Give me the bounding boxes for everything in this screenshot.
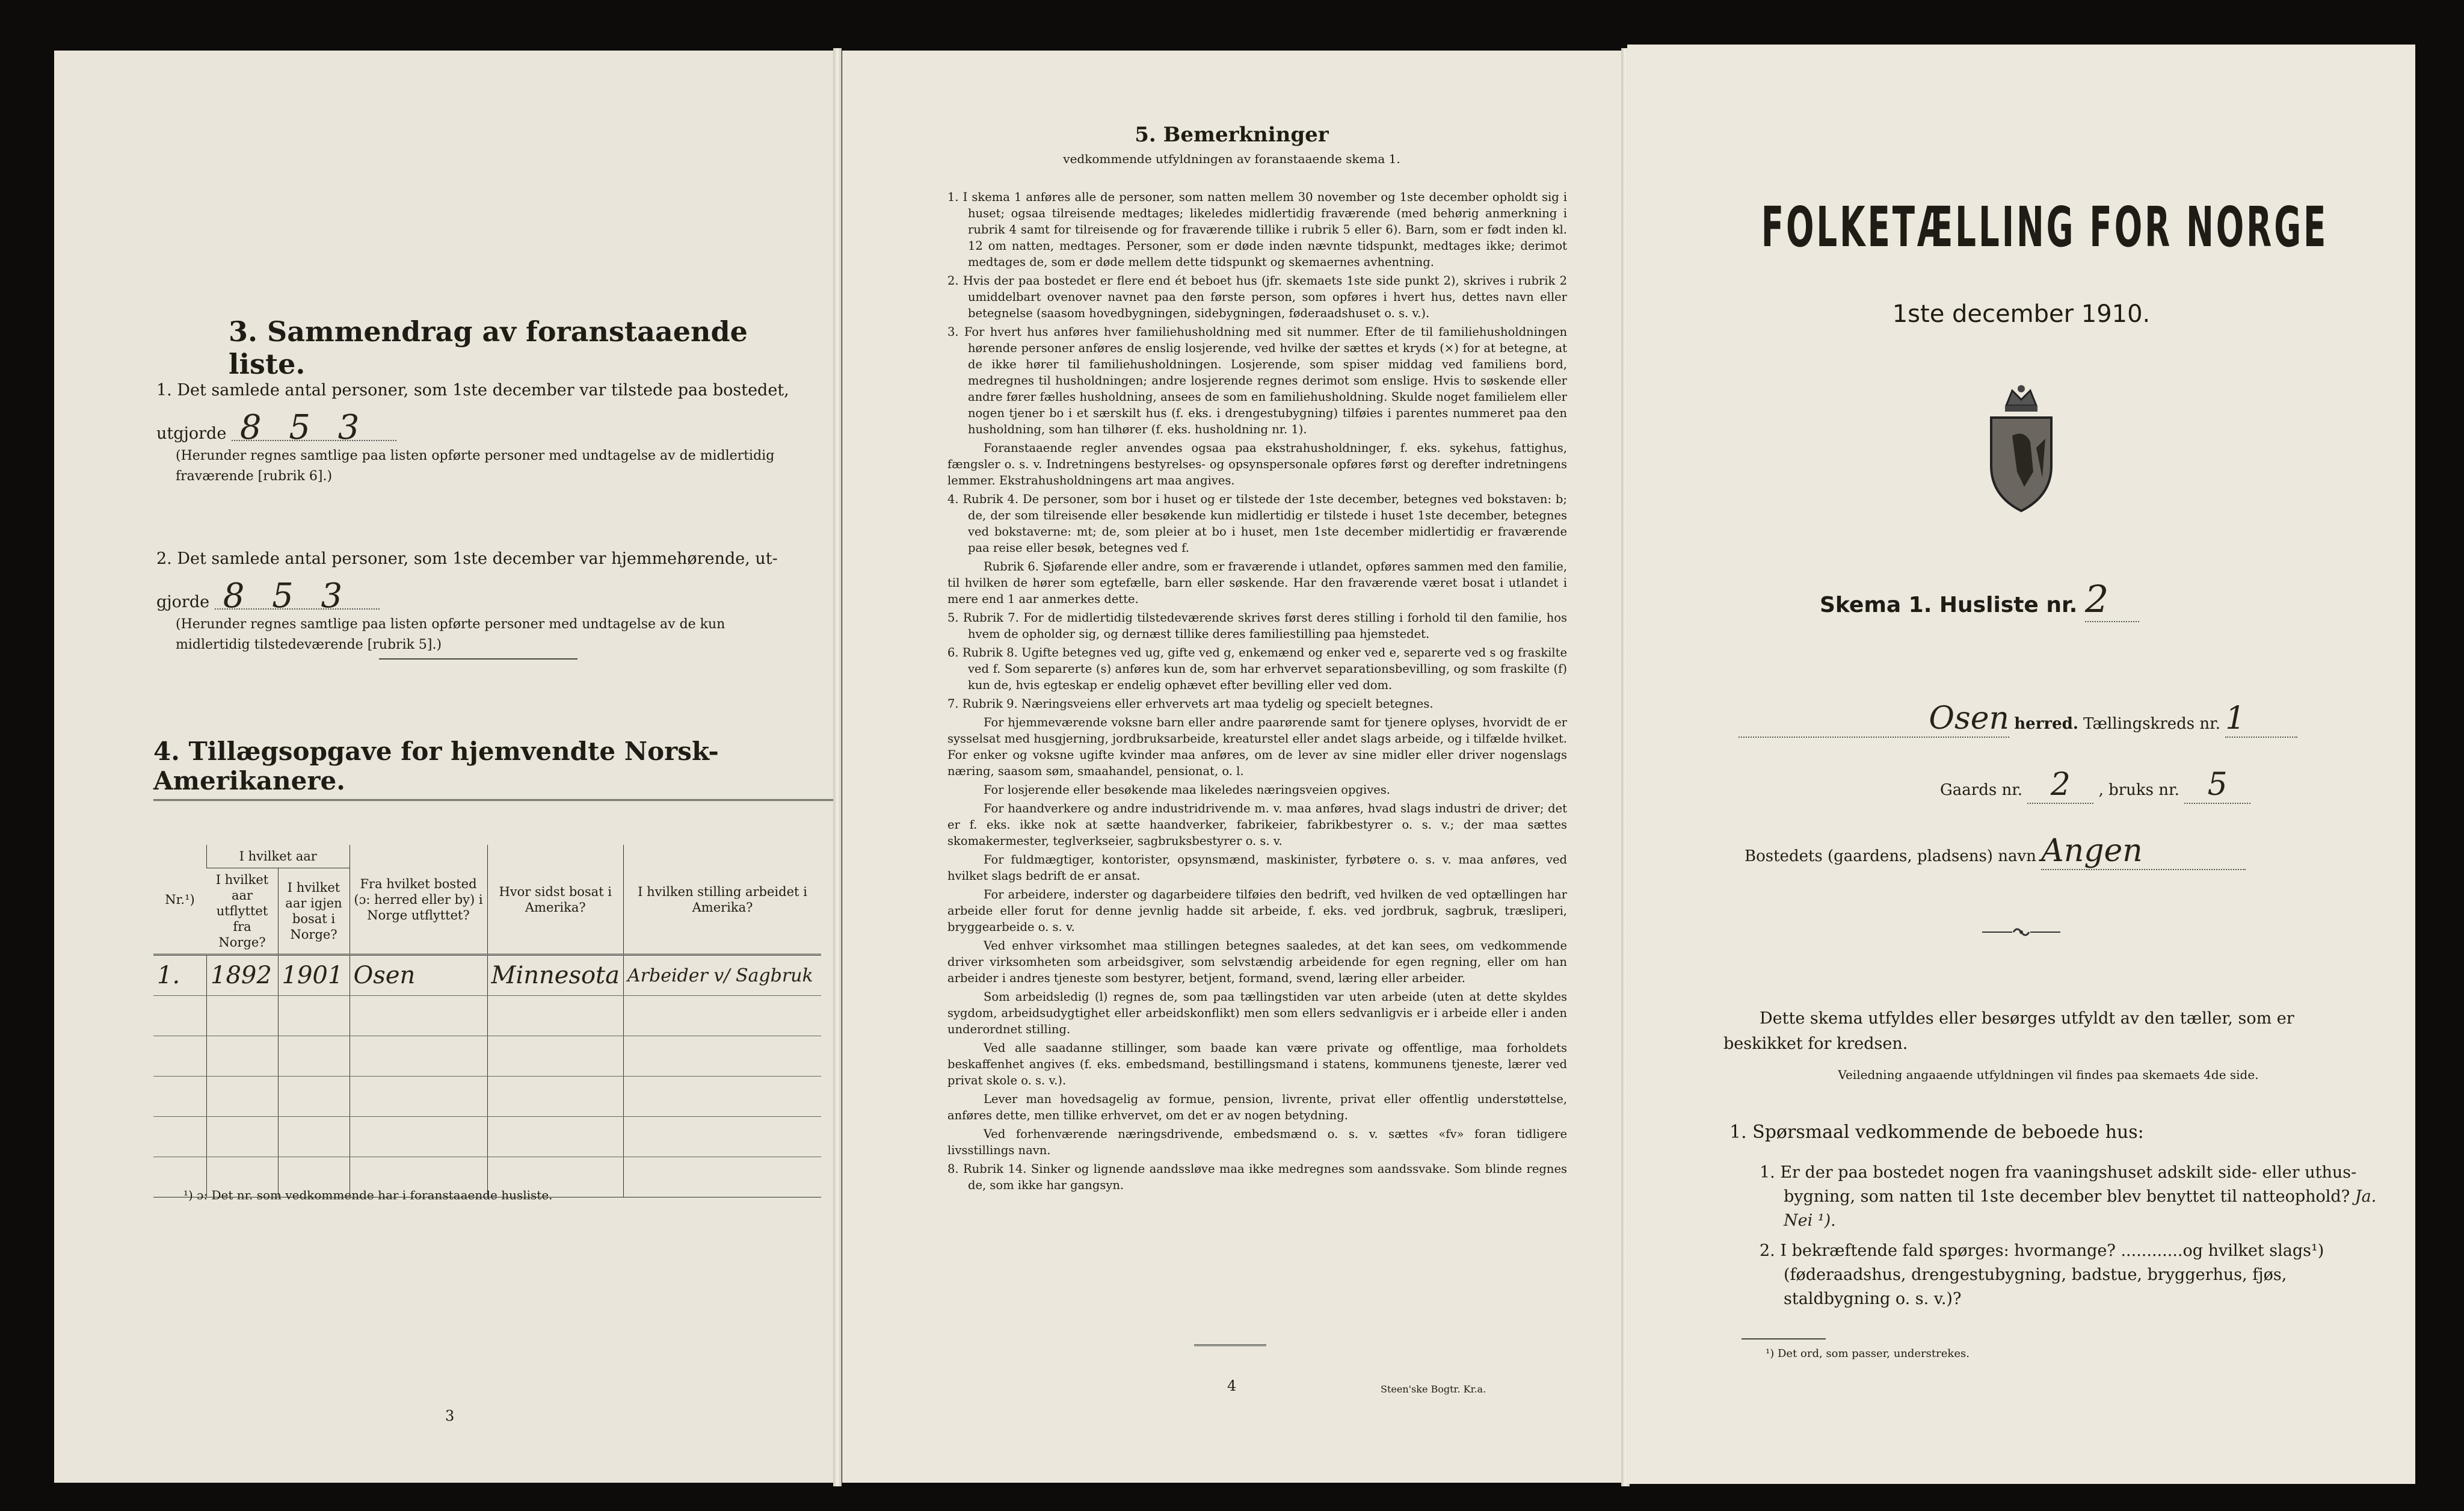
remark-paragraph: 6. Rubrik 8. Ugifte betegnes ved ug, gifte ved g, enkemænd og enker ved e, separerte ved s og fraskilte ved f. Som separerte (s) anføres kun de, som har erhvervet separationsbevilling, og som fraskilte (f) kun de, hvis egteskap er endelig ophævet efter bevilling eller ved dom.	[947, 646, 1567, 692]
bosted-line	[1745, 833, 2246, 870]
remarks-title: 5. Bemerkninger	[1135, 123, 1329, 147]
bosted-value: Angen	[2041, 833, 2246, 870]
census-date: 1ste december 1910.	[1892, 300, 2151, 328]
table-cell: 1901	[278, 955, 350, 996]
table-header-bosat: I hvilket aar igjen bosat i Norge?	[278, 868, 350, 955]
gaards-label: Gaards nr.	[1940, 781, 2023, 799]
table-footnote: ¹) ɔ: Det nr. som vedkommende har i foranstaaende husliste.	[183, 1188, 553, 1202]
summary-item-2	[156, 547, 824, 655]
remark-paragraph: Foranstaaende regler anvendes ogsaa paa ekstrahusholdninger, f. eks. sykehus, fattighus, fængsler o. s. v. Indretningens bestyrelses- og opsynspersonale opføres først og derefter indretningens lemmer. Ekstrahusholdningens art maa angives.	[947, 441, 1567, 487]
herred-line	[1739, 700, 2388, 738]
divider	[379, 658, 578, 660]
remark-paragraph: For hjemmeværende voksne barn eller andre paarørende samt for tjenere oplyses, hvorvidt de er sysselsat med husgjerning, jordbruksarbeide, kreaturstel eller andet slags arbeide, og i tilfælde hvilket. For enker og voksne ugifte kvinder maa anføres, om de lever av sine midler eller driver nogenslags næring, saasom søm, smaahandel, pensionat, o. l.	[947, 715, 1567, 778]
instruction-text: Dette skema utfyldes eller besørges utfyldt av den tæller, som er beskikket for kredsen.	[1723, 1009, 2294, 1053]
bruks-value: 5	[2184, 767, 2250, 804]
summary-item-1-label: utgjorde	[156, 424, 227, 443]
herred-label: herred.	[2014, 715, 2078, 733]
bosted-label: Bostedets (gaardens, pladsens) navn	[1745, 847, 2036, 865]
remark-paragraph: For haandverkere og andre industridrivende m. v. maa anføres, hvad slags industri de driver; det er f. eks. ikke nok at sætte haandverker, fabrikeier, fabrikbestyrer o. s. v.; der maa sættes skomakermester, teglverkseier, sagbruksbestyrer o. s. v.	[947, 802, 1567, 848]
census-title: FOLKETÆLLING FOR NORGE	[1761, 195, 2329, 259]
summary-item-2-value: 8 5 3	[215, 584, 380, 610]
page-1	[1627, 45, 2415, 1484]
remark-paragraph: 2. Hvis der paa bostedet er flere end ét beboet hus (jfr. skemaets 1ste side punkt 2), skrives i rubrik 2 umiddelbart ovenover navnet paa den første person, som opføres i hvert hus, dettes navn eller betegnelse (saasom hovedbygningen, sidebygningen, føderaadshuset o. s. v.).	[947, 274, 1567, 320]
section-4-title: 4. Tillægsopgave for hjemvendte Norsk-Amerikanere.	[153, 737, 833, 801]
table-group-header: I hvilket aar	[207, 845, 350, 868]
table-cell: 1892	[207, 955, 279, 996]
remark-paragraph: 8. Rubrik 14. Sinker og lignende aandssløve maa ikke medregnes som aandssvake. Som blinde regnes de, som ikke har gangsyn.	[947, 1162, 1567, 1192]
instruction-small: Veiledning angaaende utfyldningen vil findes paa skemaets 4de side.	[1838, 1068, 2259, 1082]
remark-paragraph: For arbeidere, inderster og dagarbeidere tilføies den bedrift, ved hvilken de ved optællingen har arbeide eller forut for denne jevnlig hadde sit arbeide, f. eks. ved jordbruk, sagbruk, træsliperi, bryggearbeide o. s. v.	[947, 888, 1567, 934]
page-fold	[833, 48, 842, 1486]
bruks-label: , bruks nr.	[2098, 781, 2179, 799]
page-1-footnote: ¹) Det ord, som passer, understrekes.	[1766, 1347, 1970, 1360]
remark-paragraph: Ved enhver virksomhet maa stillingen betegnes saaledes, at det kan sees, om vedkommende driver virksomheten som arbeidsgiver, som selvstændig arbeidende for egen regning, eller om han arbeider i andres tjeneste som bestyrer, betjent, formand, svend, læring eller arbeider.	[947, 939, 1567, 985]
remark-paragraph: Ved alle saadanne stillinger, som baade kan være private og offentlige, maa forholdets beskaffenhet angives (f. eks. embedsmand, bestillingsmand i statens, kommunens tjeneste, lærer ved privat skole o. s. v.).	[947, 1041, 1567, 1087]
summary-item-1-note: (Herunder regnes samtlige paa listen opførte personer med undtagelse av de midlertidig fraværende [rubrik 6].)	[176, 448, 775, 484]
husliste-nr: 2	[2085, 577, 2139, 622]
divider	[1194, 1344, 1266, 1346]
remark-paragraph: Rubrik 6. Sjøfarende eller andre, som er fraværende i utlandet, opføres sammen med den familie, til hvilken de hører som egtefælle, barn eller søskende. Har den fraværende været bosat i utlandet i mere end 1 aar anmerkes dette.	[947, 560, 1567, 606]
table-cell: 1.	[153, 955, 207, 996]
table-header-amerika: Hvor sidst bosat i Amerika?	[487, 845, 623, 955]
table-row	[153, 1077, 821, 1117]
norsk-amerikanere-table	[153, 845, 821, 1197]
table-row	[153, 1036, 821, 1077]
skema-heading: Skema 1. Husliste nr. 2	[1820, 577, 2139, 622]
summary-item-2-line	[156, 576, 824, 616]
page-number: 4	[1227, 1377, 1237, 1394]
remarks-subtitle: vedkommende utfyldningen av foranstaaende skema 1.	[1063, 152, 1400, 166]
table-header-stilling: I hvilken stilling arbeidet i Amerika?	[623, 845, 821, 955]
table-row	[153, 996, 821, 1036]
summary-item-2-text: 2. Det samlede antal personer, som 1ste december var hjemmehørende, ut-	[156, 549, 778, 568]
gaards-value: 2	[2027, 767, 2093, 804]
question-2: 2. I bekræftende fald spørges: hvormange? ............og hvilket slags¹) (føderaadshus, drengestubygning, badstue, bryggerhus, fjøs, staldbygning o. s. v.)?	[1760, 1241, 2324, 1308]
table-row	[153, 1117, 821, 1157]
remark-paragraph: Som arbeidsledig (l) regnes de, som paa tællingstiden var uten arbeide (uten at dette skyldes sygdom, arbeidsudygtighet eller arbeidskonflikt) men som ellers sedvanligvis er i arbeide eller i anden underordnet stilling.	[947, 990, 1567, 1036]
remark-paragraph: Ved forhenværende næringsdrivende, embedsmænd o. s. v. sættes «fv» foran tidligere livsstillings navn.	[947, 1127, 1567, 1157]
summary-item-2-note: (Herunder regnes samtlige paa listen opførte personer med undtagelse av de kun midlertidig tilstedeværende [rubrik 5].)	[176, 617, 725, 652]
summary-item-1	[156, 379, 824, 487]
summary-item-2-label: gjorde	[156, 593, 210, 611]
page-3	[54, 51, 833, 1483]
summary-item-1-text: 1. Det samlede antal personer, som 1ste december var tilstede paa bostedet,	[156, 381, 789, 400]
table-header-bosted: Fra hvilket bosted (ɔ: herred eller by) i Norge utflyttet?	[350, 845, 487, 955]
remark-paragraph: Lever man hovedsagelig av formue, pension, livrente, privat eller offentlig understøttelse, anføres dette, men tillike erhvervet, om det er av nogen betydning.	[947, 1092, 1567, 1122]
remark-paragraph: For fuldmægtiger, kontorister, opsynsmænd, maskinister, fyrbøtere o. s. v. maa anføres, ved hvilket slags bedrift de er ansat.	[947, 853, 1567, 883]
remark-paragraph: 4. Rubrik 4. De personer, som bor i huset og er tilstede der 1ste december, betegnes ved bokstaven: b; de, der som tilreisende eller besøkende kun midlertidig er tilstede i huset 1ste december, betegnes ved bokstaverne: mt; de, som pleier at bo i huset, men 1ste december midlertidig er fraværende paa reise eller besøk, betegnes ved f.	[947, 492, 1567, 555]
kreds-label: Tællingskreds nr.	[2083, 715, 2220, 733]
remark-paragraph: 7. Rubrik 9. Næringsveiens eller erhvervets art maa tydelig og specielt betegnes.	[947, 697, 1434, 711]
remark-paragraph: For losjerende eller besøkende maa likeledes næringsveien opgives.	[984, 783, 1390, 797]
table-header-utflyttet: I hvilket aar utflyttet fra Norge?	[207, 868, 279, 955]
page-4	[842, 51, 1621, 1483]
printer-credit: Steen'ske Bogtr. Kr.a.	[1381, 1383, 1486, 1395]
table-cell: Osen	[350, 955, 487, 996]
question-1: 1. Er der paa bostedet nogen fra vaaningshuset adskilt side- eller uthus-bygning, som natten til 1ste december blev benyttet til natteophold? Ja. Nei ¹).	[1760, 1163, 2377, 1230]
kreds-value: 1	[2225, 700, 2297, 738]
question-1-answer: Ja. Nei ¹).	[1784, 1187, 2377, 1230]
section-3-title: 3. Sammendrag av foranstaaende liste.	[229, 315, 748, 380]
remark-paragraph: 3. For hvert hus anføres hver familiehusholdning med sit nummer. Efter de til familiehusholdningen hørende personer anføres de enslig losjerende, ved hvilke der sættes et kryds (×) for at betegne, at de ikke hører til familiehusholdningen. Losjerende, som spiser middag ved familiens bord, medregnes til husholdningen; andre losjerende regnes derimot som enslige. Hvis to søskende eller andre fører fælles husholdning, ansees de som en familiehusholdning. Skulde noget familielem eller nogen tjener bo i et særskilt hus (f. eks. i drengestubygning) tilføies i parentes nummeret paa den husholdning, som han tilhører (f. eks. husholdning nr. 1).	[947, 325, 1567, 436]
remark-paragraph: 1. I skema 1 anføres alle de personer, som natten mellem 30 november og 1ste december opholdt sig i huset; ogsaa tilreisende medtages; likeledes midlertidig fraværende (med behørig anmerkning i rubrik 4 samt for tilreisende og for fraværende tillike i rubrik 5 eller 6). Barn, som er født inden kl. 12 om natten, medtages. Personer, som er døde inden nævnte tidspunkt, medtages ikke; derimot medtages de, som er døde mellem dette tidspunkt og skemaernes avhentning.	[947, 190, 1567, 269]
summary-item-1-value: 8 5 3	[232, 416, 396, 441]
remarks-list	[947, 189, 1567, 1196]
table-cell: Arbeider v/ Sagbruk	[623, 955, 821, 996]
gaards-line	[1940, 767, 2250, 804]
table-header-nr: Nr.¹)	[153, 845, 207, 955]
divider	[1742, 1338, 1826, 1340]
page-number: 3	[445, 1407, 455, 1424]
table-cell: Minnesota	[487, 955, 623, 996]
remark-paragraph: 5. Rubrik 7. For de midlertidig tilstedeværende skrives først deres stilling i forhold til den familie, hos hvem de opholder sig, og dernæst tillike deres familiestilling paa hjemstedet.	[947, 611, 1567, 641]
coat-of-arms-icon	[1982, 382, 2060, 514]
summary-item-1-line	[156, 408, 824, 447]
table-row	[153, 955, 821, 996]
ornament-icon	[1982, 923, 2060, 941]
question-header: 1. Spørsmaal vedkommende de beboede hus:	[1729, 1122, 2144, 1143]
herred-value: Osen	[1739, 700, 2009, 738]
